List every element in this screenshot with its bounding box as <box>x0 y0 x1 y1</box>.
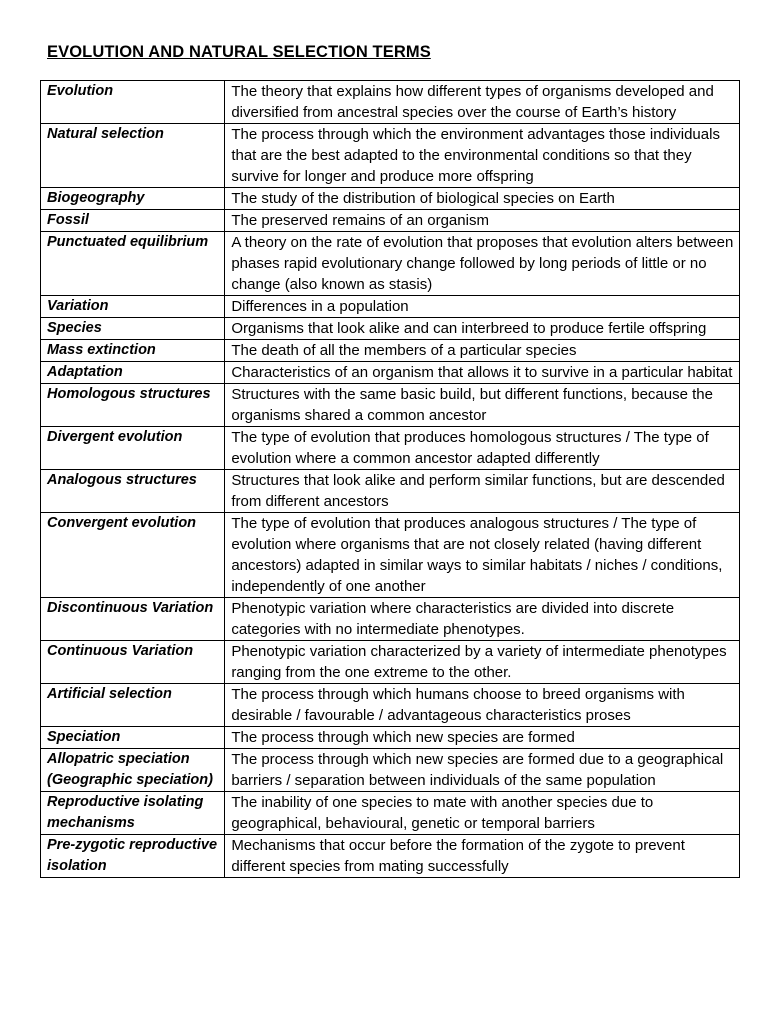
term-cell: Natural selection <box>41 124 225 188</box>
definition-cell: Phenotypic variation where characteristics are divided into discrete categories with no intermediate phenotypes. <box>225 598 740 641</box>
table-row <box>41 835 740 878</box>
term-cell: Homologous structures <box>41 384 225 427</box>
term-cell: Continuous Variation <box>41 641 225 684</box>
term-cell: Reproductive isolating mechanisms <box>41 792 225 835</box>
term-cell: Speciation <box>41 727 225 749</box>
term-cell: Artificial selection <box>41 684 225 727</box>
definition-cell: Characteristics of an organism that allows it to survive in a particular habitat <box>225 362 740 384</box>
table-row <box>41 296 740 318</box>
definition-cell: The process through which the environment advantages those individuals that are the best adapted to the environmental conditions so that they survive for longer and produce more offspring <box>225 124 740 188</box>
definition-cell: Organisms that look alike and can interbreed to produce fertile offspring <box>225 318 740 340</box>
table-row <box>41 362 740 384</box>
definition-cell: Structures with the same basic build, but different functions, because the organisms shared a common ancestor <box>225 384 740 427</box>
term-cell: Biogeography <box>41 188 225 210</box>
term-cell: Adaptation <box>41 362 225 384</box>
table-row <box>41 513 740 598</box>
definition-cell: The process through which humans choose to breed organisms with desirable / favourable / advantageous characteristics proses <box>225 684 740 727</box>
term-cell: Variation <box>41 296 225 318</box>
definition-cell: The study of the distribution of biological species on Earth <box>225 188 740 210</box>
table-row <box>41 641 740 684</box>
term-cell: Convergent evolution <box>41 513 225 598</box>
definition-cell: The theory that explains how different types of organisms developed and diversified from ancestral species over the course of Earth’s history <box>225 81 740 124</box>
table-row <box>41 470 740 513</box>
table-row <box>41 427 740 470</box>
table-row <box>41 384 740 427</box>
term-cell: Punctuated equilibrium <box>41 232 225 296</box>
definition-cell: Mechanisms that occur before the formation of the zygote to prevent different species from mating successfully <box>225 835 740 878</box>
table-row <box>41 340 740 362</box>
table-row <box>41 792 740 835</box>
table-row <box>41 124 740 188</box>
table-row <box>41 81 740 124</box>
definition-cell: The death of all the members of a particular species <box>225 340 740 362</box>
definition-cell: The type of evolution that produces homologous structures / The type of evolution where a common ancestor adapted differently <box>225 427 740 470</box>
table-row <box>41 684 740 727</box>
terms-table-body <box>41 81 740 878</box>
definition-cell: Structures that look alike and perform similar functions, but are descended from different ancestors <box>225 470 740 513</box>
term-cell: Species <box>41 318 225 340</box>
table-row <box>41 210 740 232</box>
table-row <box>41 598 740 641</box>
term-cell: Discontinuous Variation <box>41 598 225 641</box>
term-cell: Pre-zygotic reproductive isolation <box>41 835 225 878</box>
term-cell: Fossil <box>41 210 225 232</box>
page-title: EVOLUTION AND NATURAL SELECTION TERMS <box>47 43 431 61</box>
definition-cell: The type of evolution that produces analogous structures / The type of evolution where organisms that are not closely related (having different ancestors) adapted in similar ways to similar habitats / niches / conditions, independently of one another <box>225 513 740 598</box>
term-cell: Evolution <box>41 81 225 124</box>
term-cell: Allopatric speciation (Geographic speciation) <box>41 749 225 792</box>
definition-cell: A theory on the rate of evolution that proposes that evolution alters between phases rapid evolutionary change followed by long periods of little or no change (also known as stasis) <box>225 232 740 296</box>
table-row <box>41 749 740 792</box>
table-row <box>41 727 740 749</box>
term-cell: Divergent evolution <box>41 427 225 470</box>
table-row <box>41 232 740 296</box>
definition-cell: Differences in a population <box>225 296 740 318</box>
definition-cell: The preserved remains of an organism <box>225 210 740 232</box>
definition-cell: The process through which new species are formed <box>225 727 740 749</box>
definition-cell: Phenotypic variation characterized by a variety of intermediate phenotypes ranging from the one extreme to the other. <box>225 641 740 684</box>
table-row <box>41 318 740 340</box>
term-cell: Mass extinction <box>41 340 225 362</box>
definition-cell: The process through which new species are formed due to a geographical barriers / separation between individuals of the same population <box>225 749 740 792</box>
table-row <box>41 188 740 210</box>
term-cell: Analogous structures <box>41 470 225 513</box>
terms-table <box>40 80 740 878</box>
definition-cell: The inability of one species to mate with another species due to geographical, behavioural, genetic or temporal barriers <box>225 792 740 835</box>
